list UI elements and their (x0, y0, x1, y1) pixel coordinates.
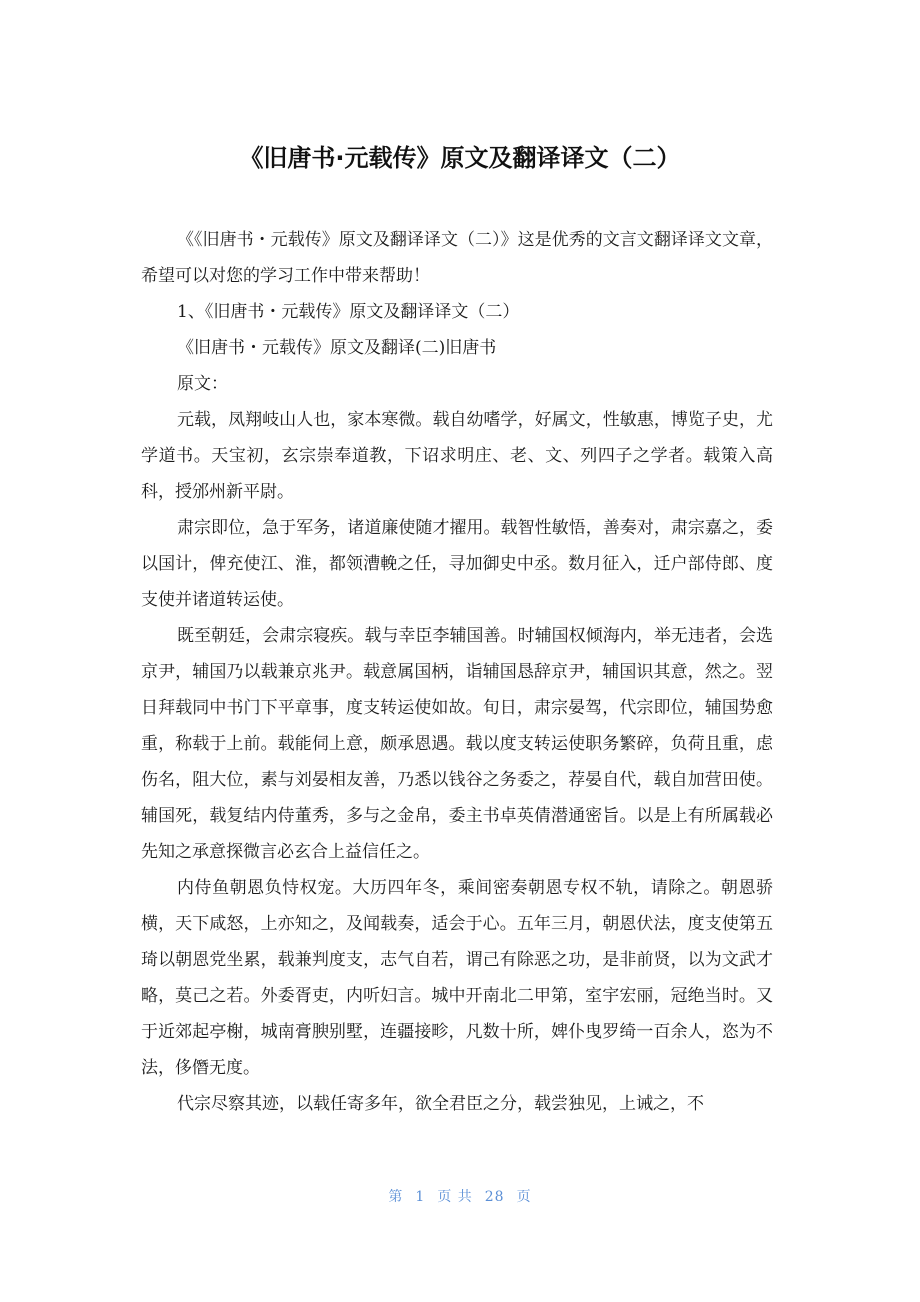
original-text-label: 原文： (177, 374, 228, 394)
footer-middle: 页 共 (437, 1189, 473, 1205)
section-heading: 1、《旧唐书・元载传》原文及翻译译文（二） (177, 302, 520, 322)
page-title: 《旧唐书·元载传》原文及翻译译文（二） (239, 144, 681, 172)
current-page-number: 1 (415, 1189, 426, 1205)
body-paragraph: 既至朝廷，会肃宗寝疾。载与幸臣李辅国善。时辅国权倾海内，举无违者，会选京尹，辅国乃以载兼京兆尹。载意属国柄，诣辅国恳辞京尹，辅国识其意，然之。翌日拜载同中书门下平章事，度支转运使如故。旬日，肃宗晏驾，代宗即位，辅国势愈重，称载于上前。载能伺上意，颇承恩遇。载以度支转运使职务繁碎，负荷且重，虑伤名，阻大位，素与刘晏相友善，乃悉以钱谷之务委之，荐晏自代，载自加营田使。辅国死，载复结内侍董秀，多与之金帛，委主书卓英倩潜通密旨。以是上有所属载必先知之承意探微言必玄合上益信任之。 (141, 626, 773, 862)
body-paragraph: 内侍鱼朝恩负恃权宠。大历四年冬，乘间密奏朝恩专权不轨，请除之。朝恩骄横，天下咸怒，上亦知之，及闻载奏，适会于心。五年三月，朝恩伏法，度支使第五琦以朝恩党坐累，载兼判度支，志气自若，谓己有除恶之功，是非前贤，以为文武才略，莫己之若。外委胥吏，内听妇言。城中开南北二甲第，室宇宏丽，冠绝当时。又于近郊起亭榭，城南膏腴别墅，连疆接畛，凡数十所，婢仆曳罗绮一百余人，恣为不法，侈僭无度。 (141, 878, 773, 1078)
body-paragraph: 代宗尽察其迹，以载任寄多年，欲全君臣之分，载尝独见，上诫之，不 (177, 1094, 704, 1114)
subtitle-line: 《旧唐书・元载传》原文及翻译(二)旧唐书 (177, 338, 497, 358)
body-paragraph: 肃宗即位，急于军务，诸道廉使随才擢用。载智性敏悟，善奏对，肃宗嘉之，委以国计，俾充使江、淮，都领漕輓之任，寻加御史中丞。数月征入，迁户部侍郎、度支使并诸道转运使。 (141, 518, 773, 610)
page-footer (0, 1186, 920, 1206)
intro-paragraph: 《《旧唐书・元载传》原文及翻译译文（二）》这是优秀的文言文翻译译文文章，希望可以对您的学习工作中带来帮助！ (141, 230, 773, 286)
body-paragraph: 元载，凤翔岐山人也，家本寒微。载自幼嗜学，好属文，性敏惠，博览子史，尤学道书。天宝初，玄宗崇奉道教，下诏求明庄、老、文、列四子之学者。载策入高科，授邠州新平尉。 (141, 410, 773, 502)
footer-suffix: 页 (516, 1189, 532, 1205)
total-pages-number: 28 (484, 1189, 505, 1205)
footer-prefix: 第 (388, 1189, 404, 1205)
document-body (141, 222, 773, 1122)
